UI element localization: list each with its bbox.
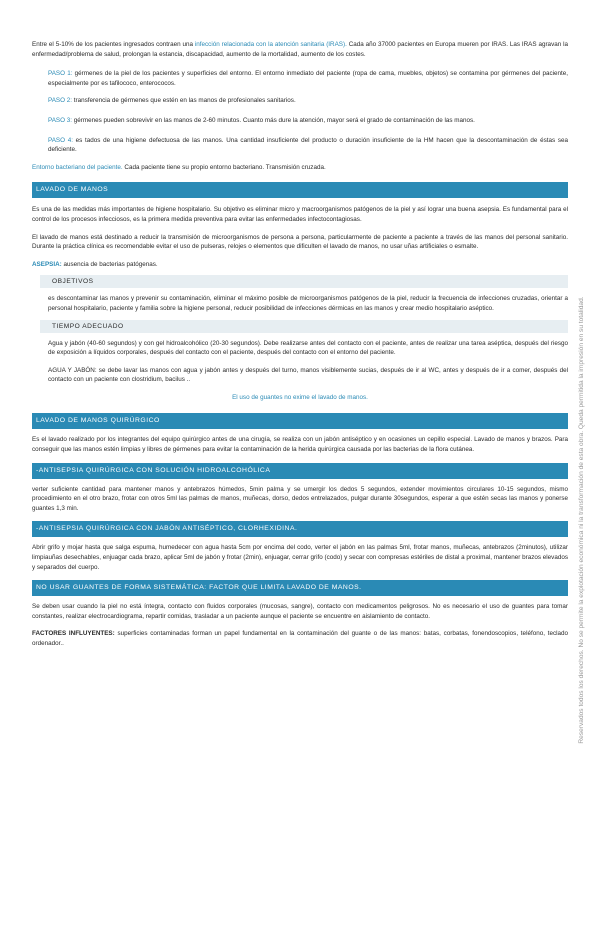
factores-text: superficies contaminadas forman un papel fundamental en la contaminación del guante o de las manos: batas, corbatas, fonendoscopios, teléfono, teclado ordenador.. — [32, 630, 569, 647]
step-3 — [48, 116, 568, 126]
section-header-hidroalcoholica: -ANTISEPSIA QUIRÚRGICA CON SOLUCIÓN HIDROALCOHÓLICA — [32, 463, 568, 479]
step-2-label: PASO 2: — [48, 97, 73, 105]
guantes-note: El uso de guantes no exime el lavado de manos. — [232, 393, 368, 401]
factores-label: FACTORES INFLUYENTES: — [32, 630, 115, 638]
step-2-text: transferencia de gérmenes que estén en las manos de profesionales sanitarios. — [72, 97, 296, 105]
entorno-text: Cada paciente tiene su propio entorno bacteriano. Transmisión cruzada. — [122, 163, 326, 171]
lavado-paragraph-1: Es una de las medidas más importantes de higiene hospitalario. Su objetivo es eliminar micro y macroorganismos patógenos de la piel y así lograr una buena asepsia. Es fundamental para el control de los procesos infecciosos, es la primera medida preventiva para evitar las enfermedades infectocontagiosas. — [32, 206, 568, 223]
copyright-sidebar-text: Reservados todos los derechos. No se permite la explotación económica ni la transformación de esta obra. Queda permitida la impresión en su totalidad. — [578, 296, 585, 744]
step-3-text: gérmenes pueden sobrevivir en las manos de 2-60 minutos. Cuanto más dure la atención, mayor será el grado de contaminación de las manos. — [72, 116, 475, 124]
step-1-text: gérmenes de la piel de los pacientes y superficies del entorno. El entorno inmediato del paciente (ropa de cama, muebles, objetos) se contamina por gérmenes del paciente, especialmente por es tafilococo, enterococos. — [48, 70, 568, 87]
agua-jabon-text: se debe lavar las manos con agua y jabón antes y después del turno, manos visiblemente sucias, después de ir al WC, antes y después de ir a comer, después del contacto con un paciente con clostridium, bacilus .. — [48, 366, 568, 384]
step-2 — [48, 96, 568, 106]
asepsia-text: ausencia de bacterias patógenas. — [61, 260, 158, 268]
agua-jabon-label: AGUA Y JABÓN: — [48, 366, 97, 374]
jabon-paragraph: Abrir grifo y mojar hasta que salga espuma, humedecer con agua hasta 5cm por encima del codo, verter el jabón en las palmas 5ml, frotar manos, muñecas, antebrazos (2minutos), utilizar limpiauñas desechables, enjuagar cada brazo, aplicar 5ml de jabón y frotar (2min), enjuagar, cerrar grifo (codo) y secar con compresas estériles de distal a proximal, mantener brazos elevados y separados del cuerpo. — [32, 544, 568, 571]
step-1 — [48, 69, 568, 88]
factores-paragraph — [32, 629, 568, 648]
asepsia-paragraph — [32, 260, 568, 270]
section-header-lavado: LAVADO DE MANOS — [32, 182, 568, 198]
intro-text-pre: Entre el 5-10% de los pacientes ingresados contraen una — [32, 41, 195, 48]
section-header-guantes: NO USAR GUANTES DE FORMA SISTEMÁTICA: FACTOR QUE LIMITA LAVADO DE MANOS. — [32, 580, 568, 596]
quirurgico-paragraph: Es el lavado realizado por los integrantes del equipo quirúrgico antes de una cirugía, se realiza con un jabón antiséptico y en ocasiones un cepillo especial. Lavado de manos y brazos. Para conseguir que las manos estén limpias y libres de gérmenes para evitar la contaminación de la herida quirúrgica causada por las bacterias de la flora cutánea. — [32, 436, 568, 454]
entorno-label: Entorno bacteriano del paciente. — [32, 163, 123, 171]
section-header-quirurgico: LAVADO DE MANOS QUIRÚRGICO — [32, 413, 568, 429]
step-3-label: PASO 3: — [48, 116, 73, 124]
hidroalcoholica-paragraph: verter suficiente cantidad para mantener manos y antebrazos húmedos, 5min palma y se umergir los dedos 5 segundos, extender movimientos circulares 10-15 segundos, mismo procedimiento en el otro brazo, frotar con otros 5ml las palmas de manos, muñecas, dorso, dedos entrelazados, pulgar durante 30segundos, esperar a que estén secas las manos y ponerse guantes 1,3 min. — [32, 485, 568, 512]
intro-text-post: Cada año 37000 pacientes en Europa mueren por IRAS. Las IRAS agravan la enfermedad/problema de salud, prolongan la estancia, discapacidad, aumento de la mortalidad, aumento de los costes. — [32, 41, 568, 58]
entorno-paragraph — [32, 163, 568, 173]
subheader-objetivos: OBJETIVOS — [40, 275, 568, 288]
step-4-label: PASO 4: — [48, 136, 73, 144]
tiempo-paragraph: Agua y jabón (40-60 segundos) y con gel hidroalcohólico (20-30 segundos). Debe realizarse antes del contacto con el paciente, antes de realizar una tarea aséptica, después del riesgo de exposición a líquidos corporales, después del contacto con el paciente, después del contacto con el entorno del paciente. — [48, 339, 568, 357]
subheader-tiempo: TIEMPO ADECUADO — [40, 320, 568, 333]
iras-link-text: infección relacionada con la atención sanitaria (IRAS). — [194, 41, 347, 48]
guantes-paragraph: Se deben usar cuando la piel no está íntegra, contacto con fluidos corporales (mucosas, sangre), contacto con medicamentos peligrosos. No es necesario el uso de guantes para tomar constantes, realizar electrocardiograma, repartir comidas, trasladar a un paciente aunque el paciente se encuentre en aislamiento de contacto. — [32, 603, 568, 620]
agua-jabon-paragraph — [48, 366, 568, 385]
objetivos-paragraph: es descontaminar las manos y prevenir su contaminación, eliminar el máximo posible de microorganismos patógenos de la piel, reducir la frecuencia de infecciones cruzadas, orientar a personal hospitalario, paciente y familia sobre la higiene personal, reducir posibilidad de infecciones dérmicas en las manos y crear medio hospitalario aséptico. — [48, 295, 568, 312]
intro-paragraph — [32, 40, 568, 59]
lavado-paragraph-2: El lavado de manos está destinado a reducir la transmisión de microorganismos de persona a persona, particularmente de paciente a paciente a través de las manos del personal sanitario. Durante la práctica clínica es recomendable evitar el uso de pulseras, relojes o elementos que dificulten el lavado de manos, no usar uñas artificiales o esmalte. — [32, 233, 568, 251]
document-body — [32, 40, 568, 649]
step-1-label: PASO 1: — [48, 70, 73, 78]
section-header-jabon: -ANTISEPSIA QUIRÚRGICA CON JABÓN ANTISÉPTICO, CLORHEXIDINA. — [32, 521, 568, 537]
step-4 — [48, 136, 568, 155]
step-4-text: es tados de una higiene defectuosa de las manos. Una cantidad insuficiente del producto o duración insuficiente de la HM hacen que la descontaminación de éstas sea deficiente. — [48, 136, 568, 154]
asepsia-label: ASEPSIA: — [32, 260, 62, 268]
